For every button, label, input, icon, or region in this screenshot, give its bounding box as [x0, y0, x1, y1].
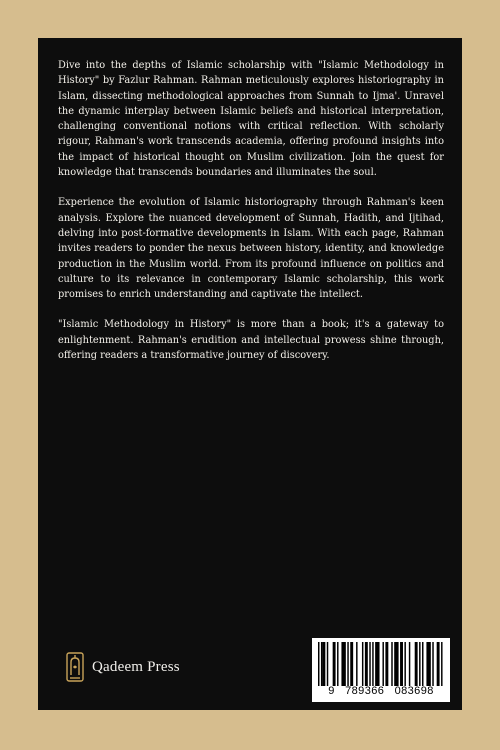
- barcode-bar: [422, 642, 423, 686]
- barcode-bar: [350, 642, 353, 686]
- barcode-bar: [327, 642, 328, 686]
- barcode-bar: [347, 642, 348, 686]
- barcode-bar: [369, 642, 370, 686]
- barcode-bar: [415, 642, 418, 686]
- barcode-bar: [419, 642, 420, 686]
- barcode-bar: [375, 642, 379, 686]
- barcode-bars: [318, 642, 444, 686]
- barcode-bar: [385, 642, 388, 686]
- isbn-barcode: [312, 638, 450, 702]
- back-cover-panel: [38, 38, 462, 710]
- barcode-bar: [322, 642, 325, 686]
- barcode-bar: [372, 642, 373, 686]
- publisher-name: Qadeem Press: [92, 658, 180, 675]
- barcode-bar: [391, 642, 392, 686]
- blurb-paragraph-3: "Islamic Methodology in History" is more than a book; it's a gateway to enlightenment. Rahman's erudition and intellectual prowess shine through, offering readers a transformative journey of discovery.: [58, 319, 444, 362]
- publisher-block: [66, 652, 180, 682]
- blurb-paragraph-2: Experience the evolution of Islamic historiography through Rahman's keen analysis. Explore the nuanced development of Sunnah, Hadith, and Ijtihad, delving into post-formative developments in Islam. With each page, Rahman invites readers to ponder the nexus between history, identity, and knowledge production in the Muslim world. From its profound influence on politics and culture to its relevance in contemporary Islamic scholarship, this work promises to enrich understanding and captivate the intellect.: [58, 197, 444, 301]
- blurb-paragraph-1: Dive into the depths of Islamic scholarship with "Islamic Methodology in History" by Fazlur Rahman. Rahman meticulously explores historiography in Islam, dissecting methodological approaches from Sunnah to Ijma'. Unravel the dynamic interplay between Islamic beliefs and historical interpretation, challenging conventional notions with critical reflection. With scholarly rigour, Rahman's work transcends academia, offering profound insights into the impact of historical thought on Muslim civilization. Join the quest for knowledge that transcends boundaries and illuminates the soul.: [58, 60, 444, 179]
- blurb-text: [58, 58, 444, 378]
- isbn-digits: 9 789366 083698: [328, 685, 434, 697]
- barcode-bar: [437, 642, 440, 686]
- barcode-bar: [318, 642, 319, 686]
- barcode-bar: [432, 642, 433, 686]
- barcode-bar: [426, 642, 430, 686]
- barcode-bar: [400, 642, 403, 686]
- barcode-bar: [321, 642, 322, 686]
- barcode-bar: [409, 642, 410, 686]
- barcode-bar: [404, 642, 405, 686]
- barcode-bar: [441, 642, 442, 686]
- barcode-bar: [337, 642, 338, 686]
- barcode-bar: [362, 642, 363, 686]
- barcode-bar: [382, 642, 383, 686]
- qadeem-press-logo-icon: [66, 652, 84, 682]
- barcode-bar: [365, 642, 368, 686]
- barcode-bar: [356, 642, 357, 686]
- barcode-bar: [333, 642, 336, 686]
- barcode-bar: [341, 642, 345, 686]
- barcode-bar: [394, 642, 398, 686]
